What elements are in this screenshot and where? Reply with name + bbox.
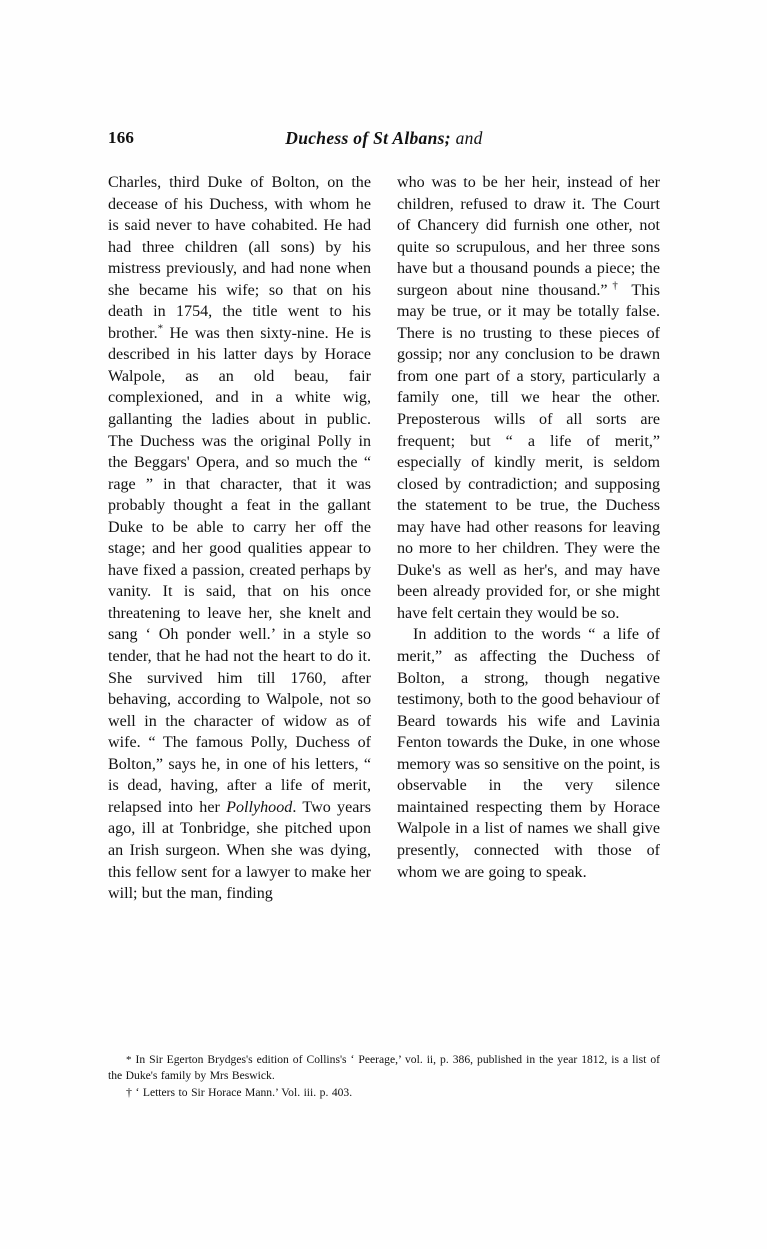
footnote-marker-dagger-ref: † — [126, 1085, 132, 1100]
footnote-dagger — [108, 1084, 660, 1101]
running-head — [108, 128, 660, 152]
running-head-title — [108, 128, 660, 149]
footnote-asterisk — [108, 1052, 660, 1084]
footnote-asterisk-text: In Sir Egerton Brydges's edition of Collins's ‘ Peerage,’ vol. ii, p. 386, published in the year 1812, is a list of the Duke's family by Mrs Beswick. — [108, 1053, 660, 1083]
text-run-closing-right: This may be true, or it may be totally false. There is no trusting to these pieces of gossip; nor any conclusion to be drawn from one part of a story, particularly a family one, till we hear the other. Preposterous wills of all sorts are frequent; but “ a life of merit,” especially of kindly merit, is seldom closed by contradiction; and supposing the statement to be true, the Duchess may have had other reasons for leaving no more to her children. They were the Duke's as well as her's, and may have been already provided for, or she might have felt certain they would be so. — [397, 281, 660, 622]
page-folio-number: 166 — [108, 128, 135, 147]
text-run-closing: . Two years ago, ill at Tonbridge, she pitched upon an Irish surgeon. When she was dying, this fellow sent for a lawyer to make her will; but the man, finding — [108, 798, 372, 903]
paragraph-continuation-right — [397, 172, 660, 624]
right-column — [397, 172, 660, 905]
body-columns — [108, 172, 660, 905]
text-run-opening-right: who was to be her heir, instead of her children, refused to draw it. The Court of Chancery did furnish one other, not quite so scrupulous, and her three sons have but a thousand pounds a piece; the surgeon about nine thousand.” — [397, 174, 660, 299]
footnote-marker-asterisk-ref: * — [126, 1054, 132, 1066]
paragraph-continuation-left — [108, 172, 371, 905]
footnote-dagger-text: ‘ Letters to Sir Horace Mann.’ Vol. iii. p. 403. — [135, 1086, 353, 1100]
italic-word-pollyhood: Pollyhood — [226, 798, 293, 816]
footnote-block — [108, 1052, 660, 1102]
text-run-middle: He was then sixty-nine. He is described in his latter days by Horace Walpole, as an old beau, fair complexioned, and in a white wig, gallanting the ladies about in public. The Duchess was the original Polly in the Beggars' Opera, and so much the “ rage ” in that character, that it was probably thought a feat in the gallant Duke to be able to carry her off the stage; and her good qualities appear to have fixed a passion, created perhaps by vanity. It is said, that on his once threatening to leave her, she knelt and sang ‘ Oh ponder well.’ in a style so tender, that he had not the heart to do it. She survived him till 1760, after behaving, according to Walpole, not so well in the character of widow as of wife. “ The famous Polly, Duchess of Bolton,” says he, in one of his letters, “ is dead, having, after a life of merit, relapsed into her — [108, 324, 371, 816]
running-head-title-main: Duchess of St Albans — [285, 128, 445, 148]
running-head-title-tail: and — [455, 128, 483, 148]
running-head-separator: ; — [444, 128, 456, 148]
text-run-opening: Charles, third Duke of Bolton, on the decease of his Duchess, with whom he is said never to have cohabited. He had had three children (all sons) by his mistress previously, and had none when she became his wife; so that on his death in 1754, the title went to his brother. — [108, 174, 371, 342]
footnote-marker-dagger: † — [607, 279, 623, 292]
left-column — [108, 172, 371, 905]
paragraph-second: In addition to the words “ a life of merit,” as affecting the Duchess of Bolton, a strong, though negative testimony, both to the good behaviour of Beard towards his wife and Lavinia Fenton towards the Duke, in one whose memory was so sensitive on the point, is observable in the very silence maintained respecting them by Horace Walpole in a list of names we shall give presently, connected with those of whom we are going to speak. — [397, 626, 660, 881]
footnote-marker-asterisk: * — [157, 322, 164, 335]
